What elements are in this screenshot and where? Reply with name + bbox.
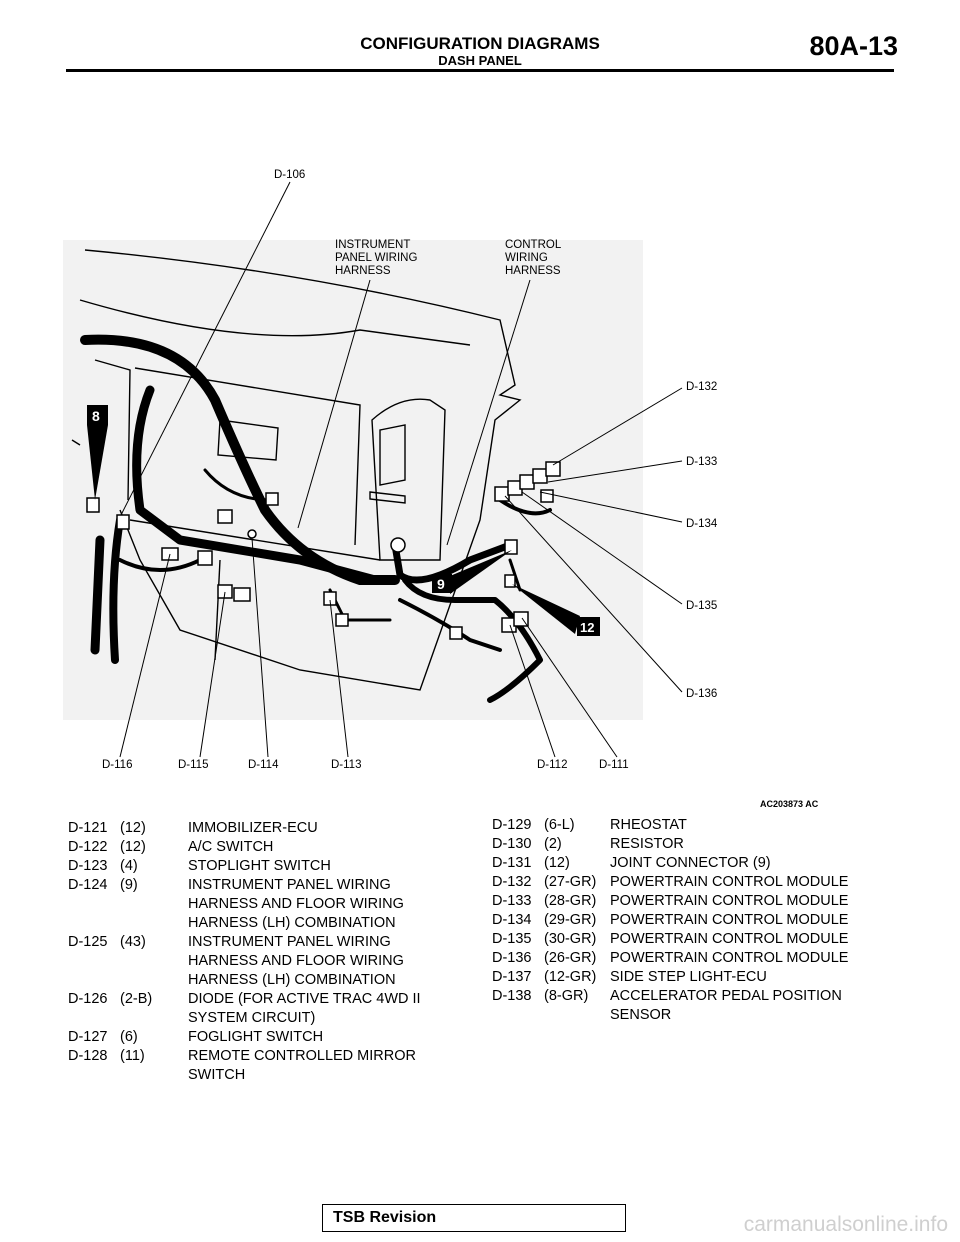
connector-id bbox=[68, 914, 120, 933]
connector-row bbox=[492, 892, 880, 911]
connector-description: STOPLIGHT SWITCH bbox=[188, 858, 331, 874]
connector-pins: (12) bbox=[544, 855, 570, 871]
label-d113: D-113 bbox=[331, 759, 362, 771]
connector-description: HARNESS AND FLOOR WIRING bbox=[188, 953, 404, 969]
connector-pins: (12-GR) bbox=[544, 969, 597, 985]
connector-id: D-131 bbox=[492, 855, 532, 871]
connector-id bbox=[68, 971, 120, 990]
label-ipwh-2: PANEL WIRING bbox=[335, 252, 418, 264]
connector-row bbox=[68, 838, 443, 857]
diagram-background bbox=[63, 240, 643, 720]
connector-description: INSTRUMENT PANEL WIRING bbox=[188, 877, 391, 893]
connector-id: D-137 bbox=[492, 969, 532, 985]
connector-id: D-138 bbox=[492, 988, 532, 1004]
connector-pins: (12) bbox=[120, 839, 146, 855]
label-d112: D-112 bbox=[537, 759, 568, 771]
flag-8-label: 8 bbox=[92, 408, 100, 424]
connector-id: D-130 bbox=[492, 836, 532, 852]
connector-id: D-135 bbox=[492, 931, 532, 947]
connector-id: D-136 bbox=[492, 950, 532, 966]
connector-row bbox=[68, 857, 443, 876]
connector-description: FOGLIGHT SWITCH bbox=[188, 1029, 324, 1045]
connector-id: D-134 bbox=[492, 912, 532, 928]
connector-pins: (26-GR) bbox=[544, 950, 597, 966]
label-d114: D-114 bbox=[248, 759, 279, 771]
connector-id: D-125 bbox=[68, 934, 108, 950]
connector-pins: (12) bbox=[120, 820, 146, 836]
connector-pins bbox=[120, 1066, 188, 1085]
label-d134: D-134 bbox=[686, 518, 718, 530]
tsb-revision-label: TSB Revision bbox=[333, 1209, 437, 1226]
connector-description: HARNESS AND FLOOR WIRING bbox=[188, 896, 404, 912]
connector-description: A/C SWITCH bbox=[188, 839, 274, 855]
connector-row bbox=[68, 933, 443, 952]
connector-description: SWITCH bbox=[188, 1067, 246, 1083]
connector-description: SYSTEM CIRCUIT) bbox=[188, 1010, 316, 1026]
flag-9-label: 9 bbox=[437, 576, 445, 592]
label-ipwh-1: INSTRUMENT bbox=[335, 239, 411, 251]
connector-description: SIDE STEP LIGHT-ECU bbox=[610, 969, 767, 985]
label-cwh-2: WIRING bbox=[505, 252, 548, 264]
connector-table-right bbox=[492, 816, 880, 1025]
connector-pins: (6) bbox=[120, 1029, 138, 1045]
connector-description: SENSOR bbox=[610, 1007, 672, 1023]
label-d132: D-132 bbox=[686, 381, 718, 393]
connector-description: DIODE (FOR ACTIVE TRAC 4WD II bbox=[188, 991, 421, 1007]
connector-pins: (6-L) bbox=[544, 817, 575, 833]
connector-pins: (9) bbox=[120, 877, 138, 893]
connector-row bbox=[492, 968, 880, 987]
connector-description: HARNESS (LH) COMBINATION bbox=[188, 915, 396, 931]
connector-row bbox=[68, 895, 443, 914]
connector-id: D-128 bbox=[68, 1048, 108, 1064]
connector-pins bbox=[120, 952, 188, 971]
connector-row bbox=[68, 1066, 443, 1085]
connector-row bbox=[492, 854, 880, 873]
connector-id bbox=[68, 1009, 120, 1028]
connector-id bbox=[68, 952, 120, 971]
connector-pins bbox=[120, 895, 188, 914]
connector-pins bbox=[120, 971, 188, 990]
connector-row bbox=[492, 816, 880, 835]
connector-description: POWERTRAIN CONTROL MODULE bbox=[610, 912, 849, 928]
label-d116: D-116 bbox=[102, 759, 133, 771]
connector-description: POWERTRAIN CONTROL MODULE bbox=[610, 931, 849, 947]
connector-id bbox=[492, 1006, 544, 1025]
connector-row bbox=[68, 971, 443, 990]
page-subtitle: DASH PANEL bbox=[438, 53, 522, 68]
label-cwh-3: HARNESS bbox=[505, 265, 561, 277]
connector-id: D-124 bbox=[68, 877, 108, 893]
page-title: CONFIGURATION DIAGRAMS bbox=[360, 34, 600, 53]
connector-row bbox=[492, 873, 880, 892]
connector-id: D-126 bbox=[68, 991, 108, 1007]
connector-description: REMOTE CONTROLLED MIRROR bbox=[188, 1048, 416, 1064]
connector-row bbox=[492, 835, 880, 854]
connector-description: RESISTOR bbox=[610, 836, 684, 852]
connector-row bbox=[492, 911, 880, 930]
connector-description: IMMOBILIZER-ECU bbox=[188, 820, 318, 836]
connector-row bbox=[68, 876, 443, 895]
label-cwh-1: CONTROL bbox=[505, 239, 562, 251]
connector-pins: (27-GR) bbox=[544, 874, 597, 890]
connector-id bbox=[68, 1066, 120, 1085]
connector-row bbox=[492, 1006, 880, 1025]
connector-pins: (30-GR) bbox=[544, 931, 597, 947]
label-d115: D-115 bbox=[178, 759, 209, 771]
connector-description: HARNESS (LH) COMBINATION bbox=[188, 972, 396, 988]
connector-id: D-129 bbox=[492, 817, 532, 833]
connector-description: POWERTRAIN CONTROL MODULE bbox=[610, 874, 849, 890]
connector-table-left bbox=[68, 819, 443, 1085]
connector-description: POWERTRAIN CONTROL MODULE bbox=[610, 893, 849, 909]
connector-pins: (29-GR) bbox=[544, 912, 597, 928]
label-d135: D-135 bbox=[686, 600, 718, 612]
dash-panel-diagram bbox=[60, 150, 750, 775]
connector-id: D-133 bbox=[492, 893, 532, 909]
connector-description: POWERTRAIN CONTROL MODULE bbox=[610, 950, 849, 966]
connector-row bbox=[68, 914, 443, 933]
watermark: carmanualsonline.info bbox=[743, 1213, 948, 1236]
connector-id: D-121 bbox=[68, 820, 108, 836]
connector-id: D-123 bbox=[68, 858, 108, 874]
connector-pins: (2) bbox=[544, 836, 562, 852]
connector-pins: (8-GR) bbox=[544, 988, 589, 1004]
connector-pins bbox=[120, 914, 188, 933]
connector-row bbox=[492, 949, 880, 968]
label-d106: D-106 bbox=[274, 169, 306, 181]
connector-pins bbox=[544, 1006, 610, 1025]
connector-id: D-132 bbox=[492, 874, 532, 890]
connector-pins: (43) bbox=[120, 934, 146, 950]
section-code: 80A-13 bbox=[809, 31, 898, 61]
connector-row bbox=[68, 990, 443, 1009]
connector-description: JOINT CONNECTOR (9) bbox=[610, 855, 771, 871]
connector-pins: (4) bbox=[120, 858, 138, 874]
label-d133: D-133 bbox=[686, 456, 718, 468]
connector-id bbox=[68, 895, 120, 914]
connector-row bbox=[492, 930, 880, 949]
connector-pins: (28-GR) bbox=[544, 893, 597, 909]
connector-id: D-127 bbox=[68, 1029, 108, 1045]
flag-12-label: 12 bbox=[580, 620, 595, 635]
connector-row bbox=[492, 987, 880, 1006]
connector-pins: (11) bbox=[120, 1048, 145, 1064]
connector-id: D-122 bbox=[68, 839, 108, 855]
label-d111: D-111 bbox=[599, 759, 629, 771]
label-ipwh-3: HARNESS bbox=[335, 265, 391, 277]
connector-pins: (2-B) bbox=[120, 991, 153, 1007]
connector-row bbox=[68, 1009, 443, 1028]
figure-id: AC203873 AC bbox=[760, 799, 819, 809]
connector-description: RHEOSTAT bbox=[610, 817, 687, 833]
header-rule bbox=[66, 69, 894, 72]
connector-pins bbox=[120, 1009, 188, 1028]
connector-description: ACCELERATOR PEDAL POSITION bbox=[610, 988, 842, 1004]
connector-description: INSTRUMENT PANEL WIRING bbox=[188, 934, 391, 950]
connector-row bbox=[68, 952, 443, 971]
connector-row bbox=[68, 1028, 443, 1047]
connector-row bbox=[68, 1047, 443, 1066]
label-d136: D-136 bbox=[686, 688, 718, 700]
connector-row bbox=[68, 819, 443, 838]
